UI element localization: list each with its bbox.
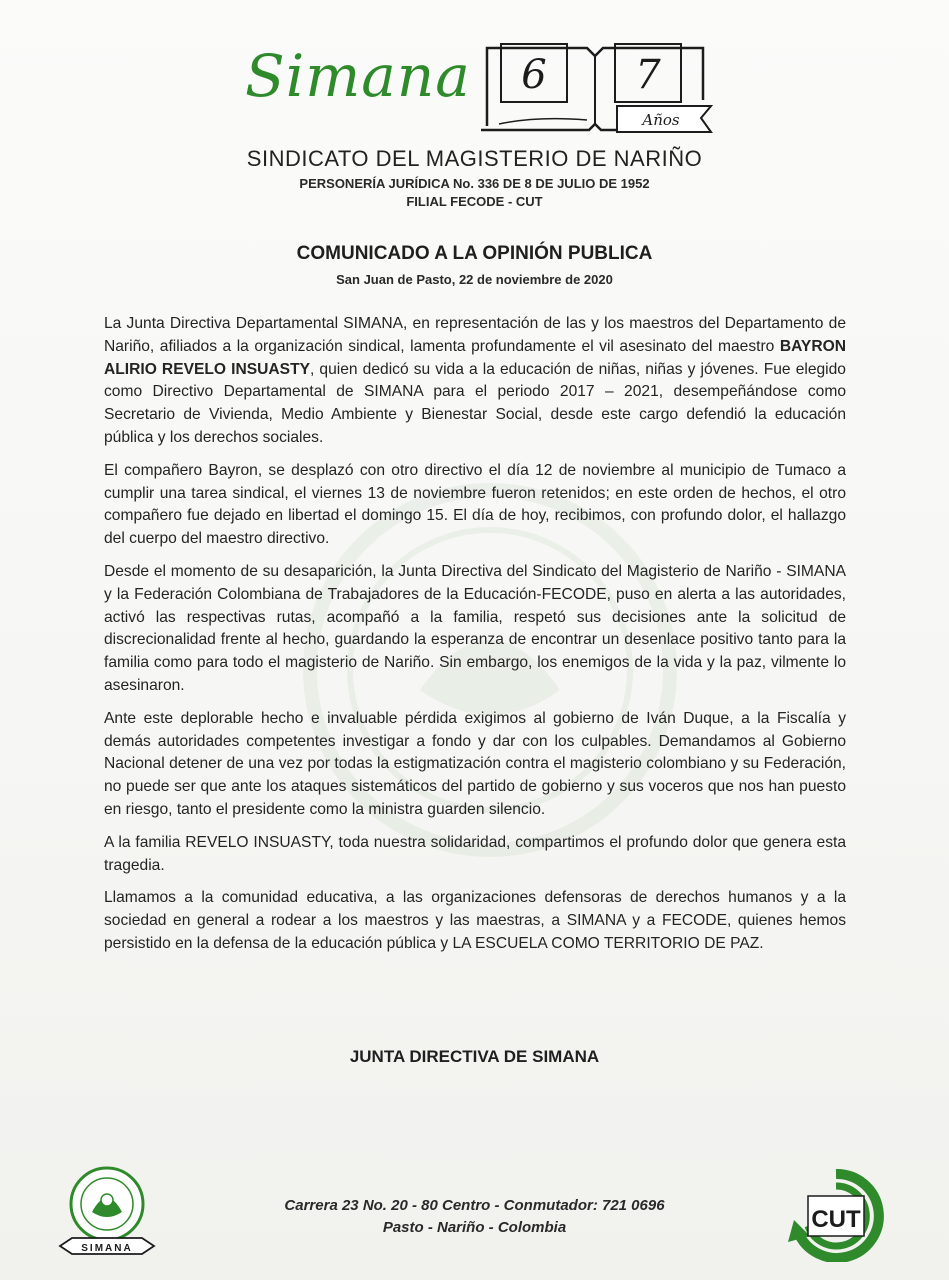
paragraph-2: El compañero Bayron, se desplazó con otro directivo el día 12 de noviembre al municipio de Tumaco a cumplir una tarea sindical, el viernes 13 de noviembre fueron retenidos; en este orden de hechos, el otro compañero fue dejado en libertad el domingo 15. El día de hoy, recibimos, con profundo dolor, el hallazgo del cuerpo del maestro directivo. (104, 461, 846, 548)
paragraph-3: Desde el momento de su desaparición, la Junta Directiva del Sindicato del Magisterio de Nariño - SIMANA y la Federación Colombiana de Trabajadores de la Educación-FECODE, puso en alerta a las autoridades, activó las respectivas rutas, acompañó a la familia, respetó sus decisiones ante la solicitud de discrecionalidad frente al hecho, guardando la esperanza de encontrar un desenlace positivo tanto para la familia como para todo el magisterio de Nariño. Sin embargo, los enemigos de la vida y la paz, vilmente lo asesinaron. (104, 562, 846, 694)
victim-name: BAYRON ALIRIO REVELO INSUASTY (104, 337, 846, 378)
affiliation: FILIAL FECODE - CUT (406, 194, 543, 209)
paragraph-1 (104, 313, 846, 450)
address-line-1: Carrera 23 No. 20 - 80 Centro - Conmutador: 721 0696 (284, 1197, 665, 1214)
document-title: COMUNICADO A LA OPINIÓN PUBLICA (296, 243, 653, 264)
paragraph-1-rest: , quien dedicó su vida a la educación de niñas, niñas y jóvenes. Fue elegido como Directivo Departamental de SIMANA para el periodo 2017 – 2021, desempeñándose como Secretario de Vivienda, Medio Ambiente y Bienestar Social, desde este cargo defendió la educación pública y los derechos sociales. (104, 360, 846, 446)
cut-logo-icon (778, 1166, 894, 1262)
paragraph-5: A la familia REVELO INSUASTY, toda nuestra solidaridad, compartimos el profundo dolor que genera esta tragedia. (104, 833, 846, 874)
logo-number-left: 6 (521, 52, 547, 98)
address-line-2: Pasto - Nariño - Colombia (382, 1219, 567, 1236)
signature: JUNTA DIRECTIVA DE SIMANA (349, 1047, 600, 1066)
paragraph-4: Ante este deplorable hecho e invaluable pérdida exigimos al gobierno de Iván Duque, a la Fiscalía y demás autoridades competentes investigar a fondo y dar con los culpables. Demandamos al Gobierno Nacional detener de una vez por todas la estigmatización contra el magisterio colombiano y su Federación, no puede ser que ante los ataques sistemáticos del partido de gobierno y sus voceros que nos han puesto en riesgo, tanto el presidente como la ministra guarden silencio. (104, 709, 846, 818)
book-logo-icon (477, 38, 717, 138)
paragraph-6: Llamamos a la comunidad educativa, a las organizaciones defensoras de derechos humanos y a la sociedad en general a rodear a los maestros y las maestras, a SIMANA y a FECODE, quienes hemos persistido en la defensa de la educación pública y LA ESCUELA COMO TERRITORIO DE PAZ. (104, 889, 846, 952)
logo-number-right: 7 (635, 52, 661, 98)
document-body (104, 313, 846, 966)
legal-registration: PERSONERÍA JURÍDICA No. 336 DE 8 DE JULIO DE 1952 (299, 176, 650, 191)
logo-wordmark: Simana (245, 42, 471, 110)
document-date: San Juan de Pasto, 22 de noviembre de 2020 (336, 272, 613, 287)
paragraph-1-intro: La Junta Directiva Departamental SIMANA, en representación de las y los maestros del Departamento de Nariño, afiliados a la organización sindical, lamenta profundamente el vil asesinato del maestro (104, 315, 846, 355)
logo-years: Años (642, 111, 680, 129)
simana-logo (245, 38, 715, 138)
seal-label: SIMANA (81, 1243, 133, 1254)
organization-name: SINDICATO DEL MAGISTERIO DE NARIÑO (246, 146, 703, 171)
cut-label: CUT (811, 1206, 861, 1233)
